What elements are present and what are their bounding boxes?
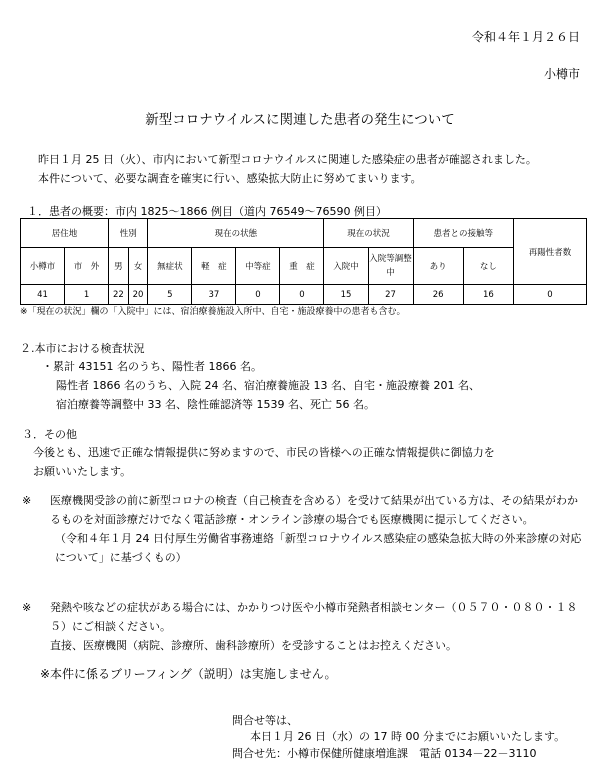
notice-mark: ※ (22, 494, 32, 507)
table-cell: 16 (463, 285, 513, 305)
intro-line-2: 本件について、必要な調査を確実に行い、感染拡大防止に努めてまいります。 (38, 172, 422, 185)
table-cell: 20 (128, 285, 148, 305)
issuer-city: 小樽市 (543, 67, 580, 81)
notice-fever (22, 598, 582, 655)
section2-line-1: ・累計 43151 名のうち、陽性者 1866 名。 (42, 360, 262, 373)
section3-body (33, 443, 578, 481)
patient-summary-table (20, 218, 587, 305)
col-repositive: 再陽性者数 (514, 219, 587, 285)
col-moderate: 中等症 (236, 248, 280, 285)
document-date: 令和４年１月２６日 (471, 30, 580, 44)
table-cell: 15 (324, 285, 368, 305)
col-male: 男 (109, 248, 129, 285)
col-contact-yes: あり (413, 248, 463, 285)
section2-heading: ２.本市における検査状況 (20, 342, 145, 355)
col-contact-no: なし (463, 248, 513, 285)
notice-mark: ※ (22, 601, 32, 614)
col-group-status: 現在の状況 (324, 219, 413, 248)
notice-fever-text-2: 直接、医療機関（病院、診療所、歯科診療所）を受診することはお控えください。 (50, 639, 457, 652)
section2-line-2: 陽性者 1866 名のうち、入院 24 名、宿泊療養施設 13 名、自宅・施設療養 201 名、 (56, 379, 480, 392)
table-cell: 0 (280, 285, 324, 305)
col-otaru: 小樽市 (21, 248, 65, 285)
contact-line-3: 問合せ先：小樽市保健所健康増進課 電話 0134－22－3110 (232, 747, 537, 760)
table-cell: 37 (192, 285, 236, 305)
col-outside-city: 市 外 (65, 248, 109, 285)
col-group-residence: 居住地 (21, 219, 109, 248)
table-cell: 41 (21, 285, 65, 305)
table-cell: 0 (236, 285, 280, 305)
col-hospitalized: 入院中 (324, 248, 368, 285)
section2-body (42, 357, 582, 414)
contact-line-1: 問合せ等は、 (232, 714, 298, 727)
col-group-contact: 患者との接触等 (413, 219, 514, 248)
notice-testing-text: 医療機関受診の前に新型コロナの検査（自己検査を含める）を受けて結果が出ている方は、その結果がわかるものを対面診療だけでなく電話診療・オンライン診療の場合でも医療機関に提示してください。 (50, 494, 578, 526)
col-female: 女 (128, 248, 148, 285)
col-asymptomatic: 無症状 (148, 248, 192, 285)
table-row (21, 285, 587, 305)
col-group-condition: 現在の状態 (148, 219, 324, 248)
document-title: 新型コロナウイルスに関連した患者の発生について (145, 112, 455, 128)
table-cell: 5 (148, 285, 192, 305)
col-adjusting: 入院等調整中 (368, 248, 413, 285)
table-cell: 27 (368, 285, 413, 305)
section3-line-1: 今後とも、迅速で正確な情報提供に努めますので、市民の皆様への正確な情報提供に御協力を (33, 446, 495, 459)
table-cell: 0 (514, 285, 587, 305)
col-severe: 重 症 (280, 248, 324, 285)
section2-line-3: 宿泊療養等調整中 33 名、陰性確認済等 1539 名、死亡 56 名。 (56, 398, 375, 411)
table-cell: 22 (109, 285, 129, 305)
notice-testing (22, 491, 582, 567)
table-footnote: ※「現在の状況」欄の「入院中」には、宿泊療養施設入所中、自宅・施設療養中の患者も含む。 (20, 307, 406, 317)
contact-line-2: 本日１月 26 日（水）の 17 時 00 分までにお願いいたします。 (250, 730, 566, 743)
intro-line-1: 昨日１月 25 日（火）、市内において新型コロナウイルスに関連した感染症の患者が確認されました。 (38, 153, 537, 166)
section3-heading: ３．その他 (22, 428, 77, 441)
table-cell: 1 (65, 285, 109, 305)
table-cell: 26 (413, 285, 463, 305)
col-group-sex: 性別 (109, 219, 148, 248)
section1-heading: １．患者の概要：市内 1825～1866 例目（道内 76549～76590 例目） (27, 205, 387, 218)
section3-line-2: お願いいたします。 (33, 465, 132, 478)
notice-testing-reference: （令和４年１月 24 日付厚生労働省事務連絡「新型コロナウイルス感染症の感染急拡大時の外来診療の対応について」に基づくもの） (55, 532, 582, 564)
col-mild: 軽 症 (192, 248, 236, 285)
notice-fever-text: 発熱や咳などの症状がある場合には、かかりつけ医や小樽市発熱者相談センター（０５７０・０８０・１８５）にご相談ください。 (50, 601, 578, 633)
briefing-note: ※本件に係るブリーフィング（説明）は実施しません。 (40, 667, 337, 681)
intro-paragraph (38, 150, 583, 188)
